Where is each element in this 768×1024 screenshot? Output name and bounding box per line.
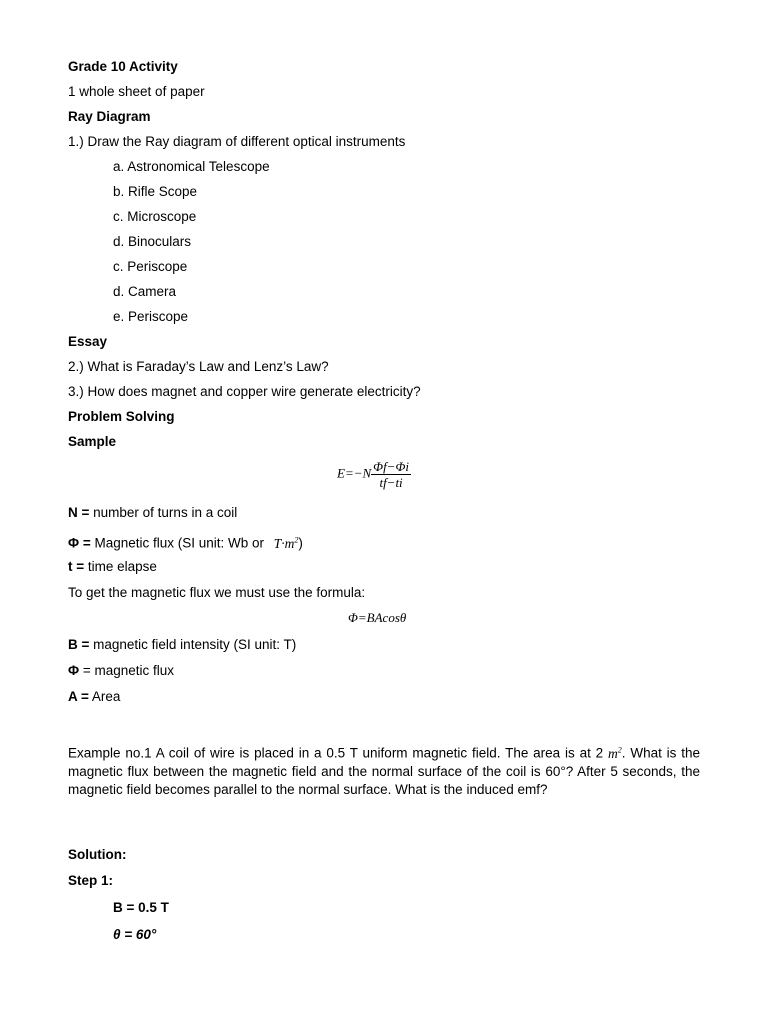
definition-b — [68, 636, 296, 654]
def-symbol: Φ = — [68, 535, 91, 551]
def-text: Magnetic flux (SI unit: Wb or — [90, 535, 268, 551]
question-1: 1.) Draw the Ray diagram of different optical instruments — [68, 134, 406, 149]
given-theta: θ = 60° — [113, 927, 157, 942]
def-close: ) — [298, 535, 303, 551]
def-text: number of turns in a coil — [89, 505, 238, 520]
def-symbol: B = — [68, 637, 90, 652]
step-1-heading: Step 1: — [68, 873, 114, 888]
instrument-item: d. Binoculars — [113, 234, 192, 249]
essay-heading: Essay — [68, 334, 108, 349]
unit-tesla-m2: $T\cdot m^2$ — [273, 535, 299, 551]
question-2: 2.) What is Faraday’s Law and Lenz’s Law? — [68, 359, 329, 374]
given-b: B = 0.5 T — [113, 900, 169, 915]
definition-flux — [68, 531, 303, 553]
example-text-a: Example no.1 A coil of wire is placed in a 0.5 T uniform magnetic field. The area is at 2 — [68, 745, 608, 761]
instrument-item: a. Astronomical Telescope — [113, 159, 270, 174]
solution-heading: Solution: — [68, 847, 127, 862]
question-3: 3.) How does magnet and copper wire generate electricity? — [68, 384, 421, 399]
emf-formula — [337, 459, 411, 490]
def-symbol: N = — [68, 505, 90, 520]
definition-phi — [68, 662, 174, 680]
area-unit: $m^2$ — [608, 745, 622, 761]
page-title: Grade 10 Activity — [68, 59, 178, 74]
instrument-item: d. Camera — [113, 284, 177, 299]
formula-fraction — [371, 459, 411, 490]
paper-instruction: 1 whole sheet of paper — [68, 84, 205, 99]
def-text: Area — [88, 689, 121, 704]
instrument-item: c. Microscope — [113, 209, 197, 224]
formula-numerator: Φf−Φi — [373, 459, 409, 474]
instrument-item: e. Periscope — [113, 309, 189, 324]
instrument-item: c. Periscope — [113, 259, 188, 274]
instrument-item: b. Rifle Scope — [113, 184, 198, 199]
def-symbol: t = — [68, 559, 85, 574]
def-text: magnetic field intensity (SI unit: T) — [89, 637, 297, 652]
definition-t — [68, 558, 157, 576]
def-text: = magnetic flux — [79, 663, 175, 678]
definition-a — [68, 688, 120, 706]
def-symbol: A = — [68, 689, 89, 704]
ray-diagram-heading: Ray Diagram — [68, 109, 151, 124]
formula-lhs: E=−N — [337, 465, 372, 481]
flux-formula: Φ=BAcosθ — [348, 610, 407, 625]
def-text: time elapse — [84, 559, 157, 574]
problem-solving-heading: Problem Solving — [68, 409, 175, 424]
def-symbol: Φ — [68, 663, 80, 678]
definition-n — [68, 504, 237, 522]
formula-denominator: tf−ti — [379, 475, 403, 490]
example-text-b: . What is the magnetic flux between the magnetic field and the normal surface of the coil is 60°? After 5 seconds, the magnetic field becomes parallel to the normal surface. What is the induced emf? — [68, 745, 700, 797]
example-1-paragraph — [68, 741, 700, 799]
sample-heading: Sample — [68, 434, 117, 449]
flux-intro: To get the magnetic flux we must use the formula: — [68, 585, 366, 600]
